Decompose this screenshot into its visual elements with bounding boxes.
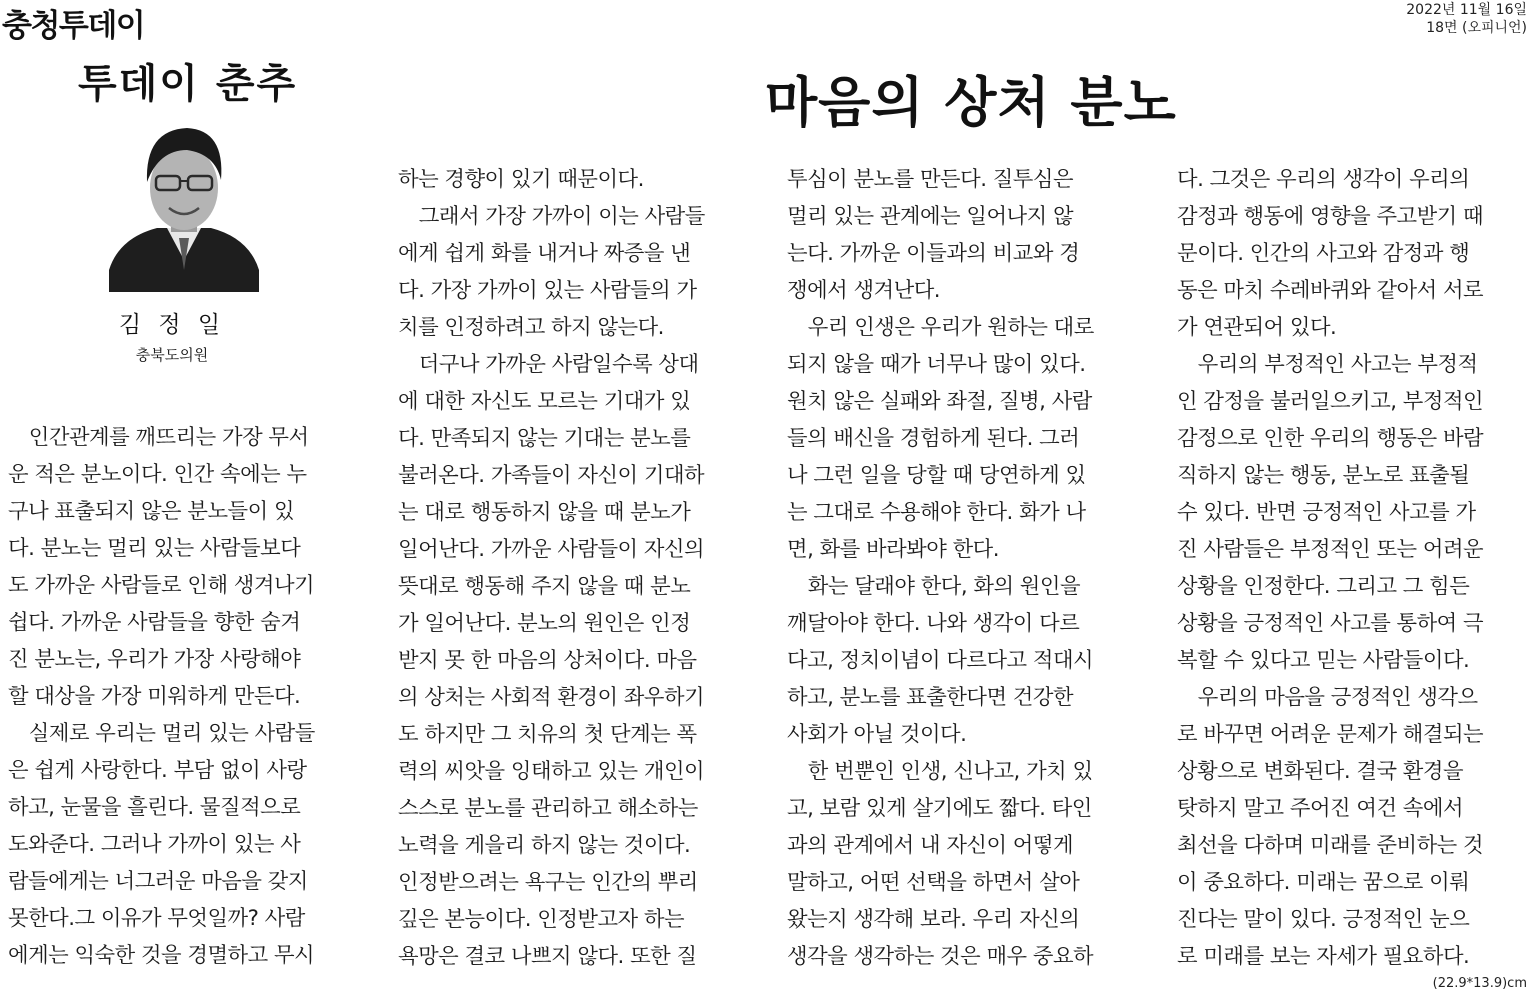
text-line: 상황으로 변화된다. 결국 환경을 <box>1177 759 1464 784</box>
text-line: 에게는 익숙한 것을 경멸하고 무시 <box>8 943 315 968</box>
text-line: 인 감정을 불러일으키고, 부정적인 <box>1177 389 1484 414</box>
text-line: 로 바꾸면 어려운 문제가 해결되는 <box>1177 722 1484 747</box>
text-line: 되지 않을 때가 너무나 많이 있다. <box>787 352 1086 377</box>
text-line: 의 상처는 사회적 환경이 좌우하기 <box>398 685 705 710</box>
text-line: 깊은 본능이다. 인정받고자 하는 <box>398 907 685 932</box>
text-line: 사회가 아닐 것이다. <box>787 722 967 747</box>
text-line: 진 사람들은 부정적인 또는 어려운 <box>1177 537 1484 562</box>
text-line: 에게 쉽게 화를 내거나 짜증을 낸 <box>398 241 691 266</box>
publication-date: 2022년 11월 16일 <box>1406 2 1527 18</box>
text-line: 운 적은 분노이다. 인간 속에는 누 <box>8 462 307 487</box>
text-line: 최선을 다하며 미래를 준비하는 것 <box>1177 833 1484 858</box>
text-line: 투심이 분노를 만든다. 질투심은 <box>787 167 1074 192</box>
text-line: 로 미래를 보는 자세가 필요하다. <box>1177 944 1470 969</box>
text-line: 탓하지 말고 주어진 여건 속에서 <box>1177 796 1464 821</box>
text-line: 감정으로 인한 우리의 행동은 바람 <box>1177 426 1484 451</box>
text-line: 우리 인생은 우리가 원하는 대로 <box>787 315 1094 340</box>
text-line: 도 가까운 사람들로 인해 생겨나기 <box>8 573 315 598</box>
article-column-2 <box>398 161 743 975</box>
text-line: 가 연관되어 있다. <box>1177 315 1337 340</box>
text-line: 력의 씨앗을 잉태하고 있는 개인이 <box>398 759 705 784</box>
text-line: 우리의 부정적인 사고는 부정적 <box>1177 352 1478 377</box>
text-line: 진다는 말이 있다. 긍정적인 눈으 <box>1177 907 1470 932</box>
article-headline: 마음의 상처 분노 <box>765 71 1177 134</box>
text-line: 복할 수 있다고 믿는 사람들이다. <box>1177 648 1470 673</box>
article-column-1 <box>8 419 353 974</box>
author-title: 충북도의원 <box>135 346 209 364</box>
text-line: 하고, 눈물을 흘린다. 물질적으로 <box>8 795 301 820</box>
text-line: 받지 못 한 마음의 상처이다. 마음 <box>398 648 697 673</box>
author-photo <box>109 120 259 292</box>
text-line: 치를 인정하려고 하지 않는다. <box>398 315 664 340</box>
text-line: 멀리 있는 관계에는 일어나지 않 <box>787 204 1074 229</box>
text-line: 도와준다. 그러나 가까이 있는 사 <box>8 832 301 857</box>
text-line: 가 일어난다. 분노의 원인은 인정 <box>398 611 691 636</box>
text-line: 한 번뿐인 인생, 신나고, 가치 있 <box>787 759 1093 784</box>
text-line: 하는 경향이 있기 때문이다. <box>398 167 644 192</box>
text-line: 다. 그것은 우리의 생각이 우리의 <box>1177 167 1470 192</box>
text-line: 못한다.그 이유가 무엇일까? 사람 <box>8 906 305 931</box>
text-line: 과의 관계에서 내 자신이 어떻게 <box>787 833 1074 858</box>
text-line: 할 대상을 가장 미워하게 만든다. <box>8 684 301 709</box>
text-line: 이 중요하다. 미래는 꿈으로 이뤄 <box>1177 870 1470 895</box>
text-line: 쉽다. 가까운 사람들을 향한 숨겨 <box>8 610 301 635</box>
text-line: 다. 가장 가까이 있는 사람들의 가 <box>398 278 697 303</box>
newspaper-logo: 충청투데이 <box>2 8 145 44</box>
text-line: 생각을 생각하는 것은 매우 중요하 <box>787 944 1094 969</box>
text-line: 는 대로 행동하지 않을 때 분노가 <box>398 500 691 525</box>
text-line: 화는 달래야 한다, 화의 원인을 <box>787 574 1081 599</box>
article-size-note: (22.9*13.9)cm <box>1432 976 1527 991</box>
text-line: 불러온다. 가족들이 자신이 기대하 <box>398 463 705 488</box>
text-line: 감정과 행동에 영향을 주고받기 때 <box>1177 204 1484 229</box>
text-line: 구나 표출되지 않은 분노들이 있 <box>8 499 295 524</box>
text-line: 왔는지 생각해 보라. 우리 자신의 <box>787 907 1080 932</box>
text-line: 스스로 분노를 관리하고 해소하는 <box>398 796 698 821</box>
text-line: 말하고, 어떤 선택을 하면서 살아 <box>787 870 1080 895</box>
text-line: 일어난다. 가까운 사람들이 자신의 <box>398 537 705 562</box>
text-line: 더구나 가까운 사람일수록 상대 <box>398 352 699 377</box>
text-line: 노력을 게을리 하지 않는 것이다. <box>398 833 691 858</box>
text-line: 실제로 우리는 멀리 있는 사람들 <box>8 721 315 746</box>
text-line: 람들에게는 너그러운 마음을 갖지 <box>8 869 308 894</box>
text-line: 욕망은 결코 나쁘지 않다. 또한 질 <box>398 944 697 969</box>
text-line: 그래서 가장 가까이 이는 사람들 <box>398 204 705 229</box>
text-line: 다. 분노는 멀리 있는 사람들보다 <box>8 536 301 561</box>
text-line: 다. 만족되지 않는 기대는 분노를 <box>398 426 691 451</box>
text-line: 는다. 가까운 이들과의 비교와 경 <box>787 241 1080 266</box>
text-line: 직하지 않는 행동, 분노로 표출될 <box>1177 463 1470 488</box>
text-line: 도 하지만 그 치유의 첫 단계는 폭 <box>398 722 697 747</box>
text-line: 면, 화를 바라봐야 한다. <box>787 537 1000 562</box>
text-line: 에 대한 자신도 모르는 기대가 있 <box>398 389 691 414</box>
text-line: 상황을 긍정적인 사고를 통하여 극 <box>1177 611 1484 636</box>
text-line: 동은 마치 수레바퀴와 같아서 서로 <box>1177 278 1484 303</box>
text-line: 문이다. 인간의 사고와 감정과 행 <box>1177 241 1470 266</box>
text-line: 나 그런 일을 당할 때 당연하게 있 <box>787 463 1086 488</box>
text-line: 우리의 마음을 긍정적인 생각으 <box>1177 685 1478 710</box>
text-line: 깨달아야 한다. 나와 생각이 다르 <box>787 611 1080 636</box>
text-line: 뜻대로 행동해 주지 않을 때 분노 <box>398 574 691 599</box>
article-column-4 <box>1177 161 1522 975</box>
text-line: 수 있다. 반면 긍정적인 사고를 가 <box>1177 500 1476 525</box>
text-line: 다고, 정치이념이 다르다고 적대시 <box>787 648 1094 673</box>
column-title: 투데이 춘추 <box>78 61 298 107</box>
text-line: 쟁에서 생겨난다. <box>787 278 941 303</box>
text-line: 는 그대로 수용해야 한다. 화가 나 <box>787 500 1086 525</box>
page-section: 18면 (오피니언) <box>1426 20 1527 36</box>
author-name: 김 정 일 <box>118 312 226 338</box>
text-line: 은 쉽게 사랑한다. 부담 없이 사랑 <box>8 758 307 783</box>
publication-meta <box>1406 1 1527 37</box>
article-column-3 <box>787 161 1132 975</box>
text-line: 인간관계를 깨뜨리는 가장 무서 <box>8 425 309 450</box>
text-line: 하고, 분노를 표출한다면 건강한 <box>787 685 1074 710</box>
text-line: 들의 배신을 경험하게 된다. 그러 <box>787 426 1080 451</box>
text-line: 고, 보람 있게 살기에도 짧다. 타인 <box>787 796 1092 821</box>
text-line: 원치 않은 실패와 좌절, 질병, 사람 <box>787 389 1092 414</box>
text-line: 상황을 인정한다. 그리고 그 힘든 <box>1177 574 1470 599</box>
text-line: 인정받으려는 욕구는 인간의 뿌리 <box>398 870 698 895</box>
text-line: 진 분노는, 우리가 가장 사랑해야 <box>8 647 301 672</box>
